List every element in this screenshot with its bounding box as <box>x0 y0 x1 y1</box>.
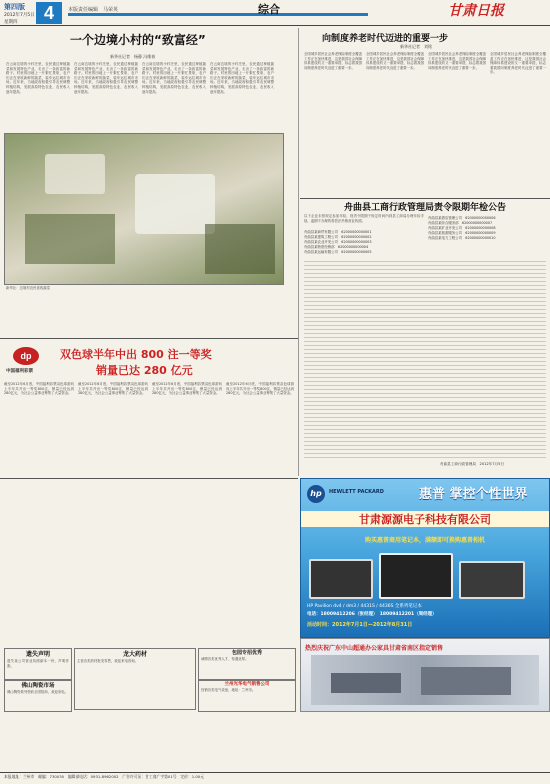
list-item: 舟曲县某综合服务部 62000000000007 <box>428 221 493 225</box>
small-ad-title: 遗失声明 <box>25 651 50 658</box>
small-ad-text: 经销各类电气设备，地址：兰州市。 <box>201 688 256 692</box>
lottery-top-rule <box>0 338 298 339</box>
forward-body-col-2: 全国城乡居民社会养老保险制度全覆盖工作正在加快推进，这是我国社会保障体系建设的又一重要举措，标志着我国向制度养老时代迈进了重要一步。 <box>366 52 424 70</box>
furniture-ad <box>300 638 550 712</box>
paper-logo: 甘肃日报 <box>448 3 504 19</box>
list-item: 舟曲县某电力工程公司 62000000000010 <box>428 236 496 240</box>
list-item: 舟曲县某商贸有限公司 62000000000001 <box>304 230 372 234</box>
section-bar <box>68 13 368 16</box>
edition-weekday: 星期四 <box>4 20 18 25</box>
lottery-body-col-2: 截至2012年6月底，中国福利彩票双色球游戏上半年共开出一等奖800注，销量已经达到280亿元，为社会公益事业筹集了大量资金。 <box>78 382 148 396</box>
hp-tel: 电话：18009412206（张经理） 18009412201（周经理） <box>307 612 437 617</box>
lottery-headline-1: 双色球半年中出 800 注一等奖 <box>60 348 212 361</box>
forward-body-col-1: 全国城乡居民社会养老保险制度全覆盖工作正在加快推进，这是我国社会保障体系建设的又一重要举措，标志着我国向制度养老时代迈进了重要一步。 <box>304 52 362 70</box>
village-byline: 新华社记者 杨静 冯维春 <box>110 54 156 59</box>
small-ad-title: 包园专招优秀 <box>231 650 262 656</box>
section-title: 综合 <box>258 3 280 16</box>
hp-slogan: 惠普 掌控个性世界 <box>419 487 528 502</box>
editor-credit: 本版责任编辑 马荣英 <box>68 7 119 13</box>
small-ad-text: 遗失某公司营业执照副本一份，声明作废。 <box>7 659 69 668</box>
hp-models: HP Pavilion dv4 / dm3 / 4431S / 4436S 全系列笔记本 <box>307 604 422 609</box>
small-ads-rule <box>0 478 298 479</box>
lottery-article <box>0 338 298 476</box>
village-body-col-2: 在云南边境的小村庄里，农民通过种植蔬菜和发展特色产业，走出了一条致富的新路子。村里的田地上一片繁忙景象，农户们正在采收新鲜的蔬菜，装车运往城市市场。近年来，当地政府积极引导农民调整种植结构，发展高原特色农业，农民收入逐年提高。 <box>74 62 138 94</box>
hp-ad <box>300 478 550 638</box>
footer-text: 本报地址：兰州市 邮编：730030 编辑部电话：0931-8962002 广告许可证：甘工商广字第01号 定价：1.00元 <box>4 774 205 779</box>
hp-promo: 购买惠普商用笔记本，满额即可换购惠普相机 <box>364 537 485 544</box>
forward-body-col-3: 全国城乡居民社会养老保险制度全覆盖工作正在加快推进，这是我国社会保障体系建设的又一重要举措，标志着我国向制度养老时代迈进了重要一步。 <box>428 52 486 70</box>
page-number-badge <box>36 2 62 24</box>
small-ads <box>0 478 298 714</box>
village-photo-caption: 新华社：边境村农民喜收蔬菜 <box>6 286 51 290</box>
lottery-headline-2: 销量已达 280 亿元 <box>96 364 193 377</box>
village-body-col-3: 在云南边境的小村庄里，农民通过种植蔬菜和发展特色产业，走出了一条致富的新路子。村里的田地上一片繁忙景象，农户们正在采收新鲜的蔬菜，装车运往城市市场。近年来，当地政府积极引导农民调整种植结构，发展高原特色农业，农民收入逐年提高。 <box>142 62 206 94</box>
forward-article <box>300 28 550 198</box>
small-ad-text: 主营各类药材批发零售，欢迎来电咨询。 <box>77 659 139 663</box>
village-body-col-1: 在云南边境的小村庄里，农民通过种植蔬菜和发展特色产业，走出了一条致富的新路子。村里的田地上一片繁忙景象，农户们正在采收新鲜的蔬菜，装车运往城市市场。近年来，当地政府积极引导农民调整种植结构，发展高原特色农业，农民收入逐年提高。 <box>6 62 70 94</box>
notice-intro: 以下企业未按规定参加年检，现责令限期于规定时间内到县工商局办理年检手续，逾期不办理的将依法吊销营业执照。 <box>304 214 424 223</box>
furniture-photo <box>311 655 539 705</box>
small-ad-3 <box>198 648 296 680</box>
page-number: 4 <box>43 3 54 23</box>
furniture-slogan: 热烈庆祝广东中山超通办公家具甘肃省南区指定销售 <box>305 645 444 652</box>
hp-brand: HEWLETT PACKARD <box>329 489 384 495</box>
hp-laptops <box>309 549 541 601</box>
lottery-body-col-1: 截至2012年6月底，中国福利彩票双色球游戏上半年共开出一等奖800注，销量已经达到280亿元，为社会公益事业筹集了大量资金。 <box>4 382 74 396</box>
edition-date: 2012年7月5日 <box>4 13 35 18</box>
list-item: 舟曲县某物资经销部 62000000000004 <box>304 245 369 249</box>
small-ad-5 <box>198 680 296 712</box>
lottery-body-col-3: 截至2012年6月底，中国福利彩票双色球游戏上半年共开出一等奖800注，销量已经达到280亿元，为社会公益事业筹集了大量资金。 <box>152 382 222 396</box>
notice-footer: 舟曲县工商行政管理局 2012年7月5日 <box>440 462 505 466</box>
small-ad-text: 诚聘各类优秀人才，待遇优厚。 <box>201 657 249 661</box>
small-ad-4 <box>4 680 72 712</box>
village-headline: 一个边境小村的“致富经” <box>70 33 206 47</box>
notice-headline: 舟曲县工商行政管理局责令限期年检公告 <box>343 203 506 213</box>
lottery-org: 中国福利彩票 <box>6 369 33 374</box>
list-item: 舟曲县某农业开发公司 62000000000003 <box>304 240 372 244</box>
footer-rule <box>0 772 550 773</box>
notice-filler-lines <box>304 258 546 458</box>
edition-label: 第四版 <box>4 3 25 11</box>
list-item: 舟曲县某旅游服务公司 62000000000009 <box>428 231 496 235</box>
hp-date: 活动时间：2012年7月1日—2012年8月31日 <box>307 622 413 628</box>
list-item: 舟曲县某运输有限公司 62000000000005 <box>304 250 372 254</box>
small-ad-title: 兰州光华电气销售公司 <box>224 682 270 687</box>
forward-byline: 新华社记者 刘铭 <box>400 44 432 49</box>
small-ad-2 <box>74 648 196 710</box>
village-article <box>0 28 300 338</box>
notice-top-rule <box>300 198 550 199</box>
small-ad-title: 龙大药材 <box>122 651 147 658</box>
hp-logo: hp <box>307 485 325 503</box>
lottery-body-col-4: 截至2012年6月底，中国福利彩票双色球游戏上半年共开出一等奖800注，销量已经达到280亿元，为社会公益事业筹集了大量资金。 <box>226 382 294 396</box>
forward-body-col-4: 全国城乡居民社会养老保险制度全覆盖工作正在加快推进，这是我国社会保障体系建设的又一重要举措，标志着我国向制度养老时代迈进了重要一步。 <box>490 52 546 75</box>
list-item: 舟曲县某建筑工程公司 62000000000002 <box>304 235 372 239</box>
forward-headline: 向制度养老时代迈进的重要一步 <box>322 34 449 44</box>
list-item: 舟曲县某酒店管理公司 62000000000006 <box>428 216 496 220</box>
village-photo <box>4 133 284 285</box>
svg-text:dp: dp <box>20 351 32 361</box>
hp-company: 甘肃源源电子科技有限公司 <box>301 511 549 527</box>
list-item: 舟曲县某矿业开发公司 62000000000008 <box>428 226 496 230</box>
lottery-logo <box>12 346 40 366</box>
village-body-col-4: 在云南边境的小村庄里，农民通过种植蔬菜和发展特色产业，走出了一条致富的新路子。村里的田地上一片繁忙景象，农户们正在采收新鲜的蔬菜，装车运往城市市场。近年来，当地政府积极引导农民调整种植结构，发展高原特色农业，农民收入逐年提高。 <box>210 62 274 94</box>
company-notice <box>300 198 550 478</box>
small-ad-title: 佛山陶瓷市场 <box>21 683 55 689</box>
column-divider <box>298 28 299 476</box>
small-ad-text: 佛山陶瓷系列瓷砖全国招商，欢迎来电。 <box>7 690 69 694</box>
masthead-rule <box>0 25 550 26</box>
small-ad-1 <box>4 648 72 680</box>
